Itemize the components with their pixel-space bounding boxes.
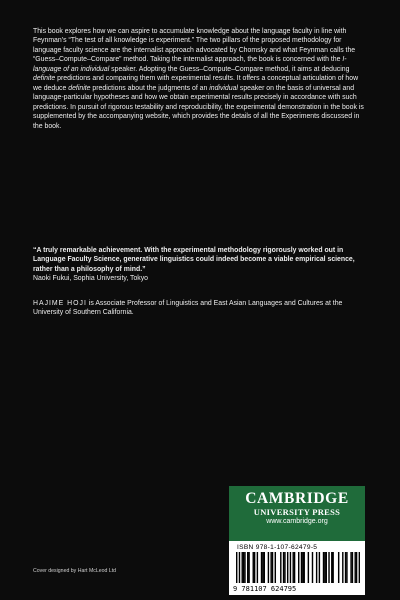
publisher-name: CAMBRIDGE <box>245 490 349 507</box>
blurb-text-4: predictions about the judgments of an <box>90 84 210 92</box>
blurb-text-2: speaker. Adopting the Guess–Compute–Compare method, it aims at deducing <box>109 65 350 73</box>
barcode-bar <box>290 552 291 583</box>
barcode-bar <box>247 552 248 583</box>
cover-credit: Cover designed by Hart McLeod Ltd <box>33 568 117 574</box>
barcode-bar <box>354 552 355 583</box>
barcode-bar <box>261 552 262 583</box>
barcode-bar <box>345 552 346 583</box>
barcode-bar <box>254 552 255 583</box>
barcode-bar <box>308 552 309 583</box>
barcode-bar <box>359 552 360 583</box>
barcode-bar <box>328 552 329 583</box>
barcode-bar <box>253 552 254 583</box>
barcode-bar <box>332 552 333 583</box>
publisher-website: www.cambridge.org <box>266 518 328 525</box>
barcode-bar <box>298 552 299 583</box>
quote-attribution: Naoki Fukui, Sophia University, Tokyo <box>33 275 149 283</box>
barcode-bar <box>283 552 284 583</box>
barcode-bar <box>301 552 302 583</box>
barcode-bar <box>326 552 327 583</box>
publisher-logo <box>229 486 365 541</box>
barcode-bar <box>236 552 237 583</box>
barcode-bar <box>275 552 276 583</box>
barcode-bar <box>316 552 317 583</box>
barcode-icon <box>236 552 360 588</box>
barcode-bar <box>248 552 249 583</box>
author-name: HAJIME HOJI <box>33 300 87 307</box>
barcode-bar <box>312 552 313 583</box>
quote-text: “A truly remarkable achievement. With the experimental methodology rigorously worked out in Language Faculty Science, generative linguistics could indeed become a viable empirical science, rather than a philosophy of mind.” <box>33 247 355 273</box>
barcode-bar <box>292 552 293 583</box>
barcode-bar <box>342 552 343 583</box>
barcode-bar <box>302 552 303 583</box>
barcode-digits: 9 781107 624795 <box>233 585 297 593</box>
publisher-press: UNIVERSITY PRESS <box>253 507 341 517</box>
barcode-bar <box>270 552 271 583</box>
barcode-bar <box>352 552 353 583</box>
barcode-bar <box>239 552 240 583</box>
barcode-bar <box>284 552 285 583</box>
blurb-italic-3: definite <box>68 84 91 92</box>
barcode-bar <box>331 552 332 583</box>
barcode-bar <box>268 552 269 583</box>
barcode-bar <box>262 552 263 583</box>
blurb-italic-1: I-language of an individual <box>33 56 347 73</box>
barcode-bar <box>287 552 288 583</box>
author-bio-text: is Associate Professor of Linguistics and East Asian Languages and Cultures at the University of Southern California. <box>33 300 343 317</box>
barcode-bar <box>350 552 351 583</box>
barcode-bar <box>272 552 273 583</box>
barcode-bar <box>257 552 258 583</box>
barcode-bar <box>323 552 324 583</box>
blurb-text-1: This book explores how we can aspire to accumulate knowledge about the language faculty in line with Feynman’s “The test of all knowledge is experiment.” The two pillars of the proposed methodology for language faculty science are the internalist approach advocated by Chomsky and what Feynman calls the “Guess–Compute–Compare” method. Taking the internalist approach, the book is concerned with the <box>33 28 356 64</box>
blurb-text-5: speaker on the basis of universal and language-particular hypotheses and how we obtain experimental results precisely in accordance with such predictions. In pursuit of rigorous testability and reproducibility, the experimental demonstration in the book is supplemented by the accompanying website, which provides the details of all the Experiments discussed in the book. <box>33 84 364 130</box>
barcode-bar <box>304 552 305 583</box>
endorsement-quote <box>33 246 366 284</box>
barcode-bar <box>324 552 325 583</box>
isbn-label: ISBN 978-1-107-62479-5 <box>237 544 318 551</box>
author-bio <box>33 299 366 318</box>
barcode-bar <box>243 552 244 583</box>
barcode-bar <box>319 552 320 583</box>
barcode-bar <box>242 552 243 583</box>
barcode-bar <box>280 552 281 583</box>
barcode-bar <box>294 552 295 583</box>
blurb-italic-2: definite <box>33 75 56 83</box>
barcode-bar <box>346 552 347 583</box>
barcode-bar <box>356 552 357 583</box>
barcode-panel <box>229 541 365 595</box>
blurb-text-3: predictions and comparing them with experimental results. It offers a conceptual articulation of how we deduce <box>33 75 359 92</box>
blurb-italic-4: individual <box>209 84 238 92</box>
barcode-bar <box>338 552 339 583</box>
blurb-paragraph <box>33 27 366 131</box>
barcode-bar <box>264 552 265 583</box>
barcode-bar <box>244 552 245 583</box>
